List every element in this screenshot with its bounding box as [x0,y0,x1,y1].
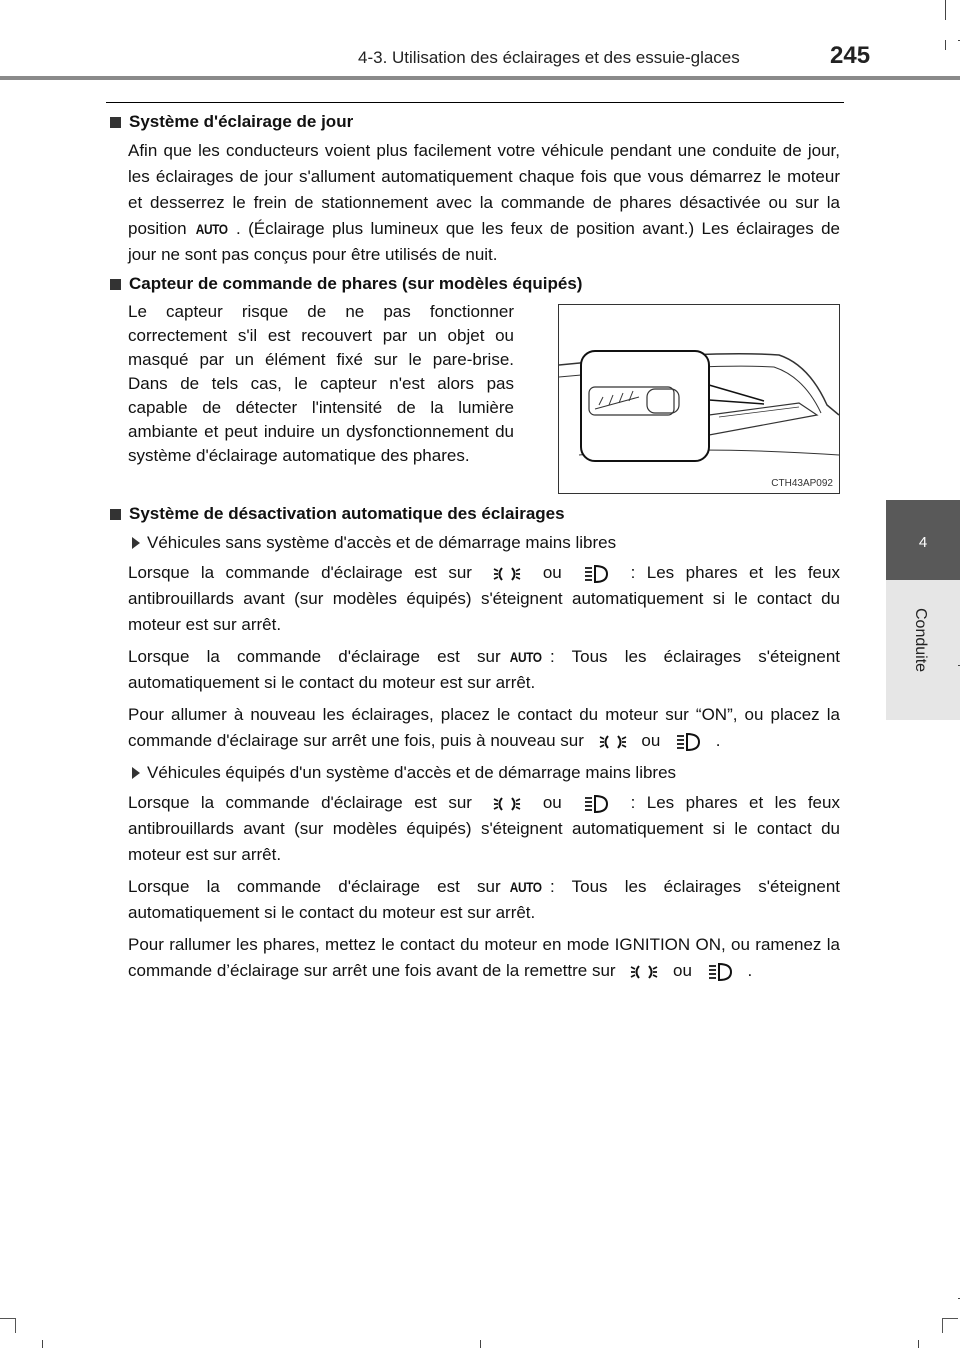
bullet-triangle-icon [132,537,140,549]
page-content [110,112,840,990]
header-rule [0,76,960,80]
sensor-block [128,300,840,494]
parking-lights-icon [599,731,627,753]
crop-mark [945,0,946,20]
chapter-label-box [886,580,960,720]
content-top-rule [106,102,844,103]
auto-position-icon: AUTO [509,649,542,665]
crop-mark [42,1340,43,1348]
windshield-sensor-drawing [559,305,839,493]
headlights-icon [707,961,733,983]
headlights-icon [675,731,701,753]
no-smart-entry-subheading: Véhicules sans système d'accès et de démarrage mains libres [132,530,840,556]
paragraph-c: Pour allumer à nouveau les éclairages, placez le contact du moteur sur “ON”, ou placez la commande d'éclairage sur arrêt une fois, puis à nouveau sur ou . [128,702,840,754]
bullet-triangle-icon [132,767,140,779]
bullet-square-icon [110,117,121,128]
chapter-label: Conduite [912,608,929,673]
chapter-tab [886,500,960,580]
daytime-running-lights-text: Afin que les conducteurs voient plus facilement votre véhicule pendant une conduite de jour, les éclairages de jour s'allument automatiquement chaque fois que vous démarrez le moteur et desserrez le frein de stationnement avec la commande de phares désactivée ou sur la position AUTO . (Éclairage plus lumineux que les feux de position avant.) Les éclairages de jour ne sont pas conçus pour être utilisés de nuit. [128,141,840,264]
section-title: 4-3. Utilisation des éclairages et des essuie-glaces [358,48,740,67]
sensor-text: Le capteur risque de ne pas fonctionner correctement s'il est recouvert par un objet ou masqué par un élément fixé sur le pare-brise. Dans de tels cas, le capteur n'est alors pas capable de détecter l'intensité de la lumière ambiante et peut induire un dysfonctionnement du système d'éclairage automatique des phares. [128,302,514,465]
paragraph-e: Lorsque la commande d'éclairage est sur AUTO : Tous les éclairages s'éteignent automatiquement si le contact du moteur est sur arrêt. [128,874,840,926]
crop-mark [480,1340,481,1348]
auto-position-icon: AUTO [509,879,542,895]
headlights-icon [583,563,609,585]
crop-mark [918,1340,919,1348]
figure-code: CTH43AP092 [771,478,833,489]
crop-mark [945,40,946,50]
smart-entry-subheading: Véhicules équipés d'un système d'accès et de démarrage mains libres [132,760,840,786]
paragraph-f: Pour rallumer les phares, mettez le contact du moteur en mode IGNITION ON, ou ramenez la commande d’éclairage sur arrêt une fois avant de la remettre sur ou . [128,932,840,984]
crop-mark [942,1318,958,1333]
crop-mark [0,1318,16,1333]
parking-lights-icon [630,961,658,983]
parking-lights-icon [493,793,521,815]
daytime-running-lights-heading: Système d'éclairage de jour [110,112,840,132]
headlight-sensor-heading: Capteur de commande de phares (sur modèles équipés) [110,274,840,294]
paragraph-b: Lorsque la commande d'éclairage est sur AUTO : Tous les éclairages s'éteignent automatiquement si le contact du moteur est sur arrêt. [128,644,840,696]
page-number: 245 [830,42,871,69]
chapter-number: 4 [918,534,928,551]
auto-off-heading: Système de désactivation automatique des éclairages [110,504,840,524]
paragraph-a: Lorsque la commande d'éclairage est sur ou : Les phares et les feux antibrouillards avant (sur modèles équipés) s'éteignent automatiquement si le contact du moteur est sur arrêt. [128,563,840,634]
headlights-icon [583,793,609,815]
auto-position-icon: AUTO [195,221,228,237]
sensor-illustration [558,304,840,494]
bullet-square-icon [110,279,121,290]
paragraph-d: Lorsque la commande d'éclairage est sur ou : Les phares et les feux antibrouillards avant (sur modèles équipés) s'éteignent automatiquement si le contact du moteur est sur arrêt. [128,793,840,864]
parking-lights-icon [493,563,521,585]
bullet-square-icon [110,509,121,520]
